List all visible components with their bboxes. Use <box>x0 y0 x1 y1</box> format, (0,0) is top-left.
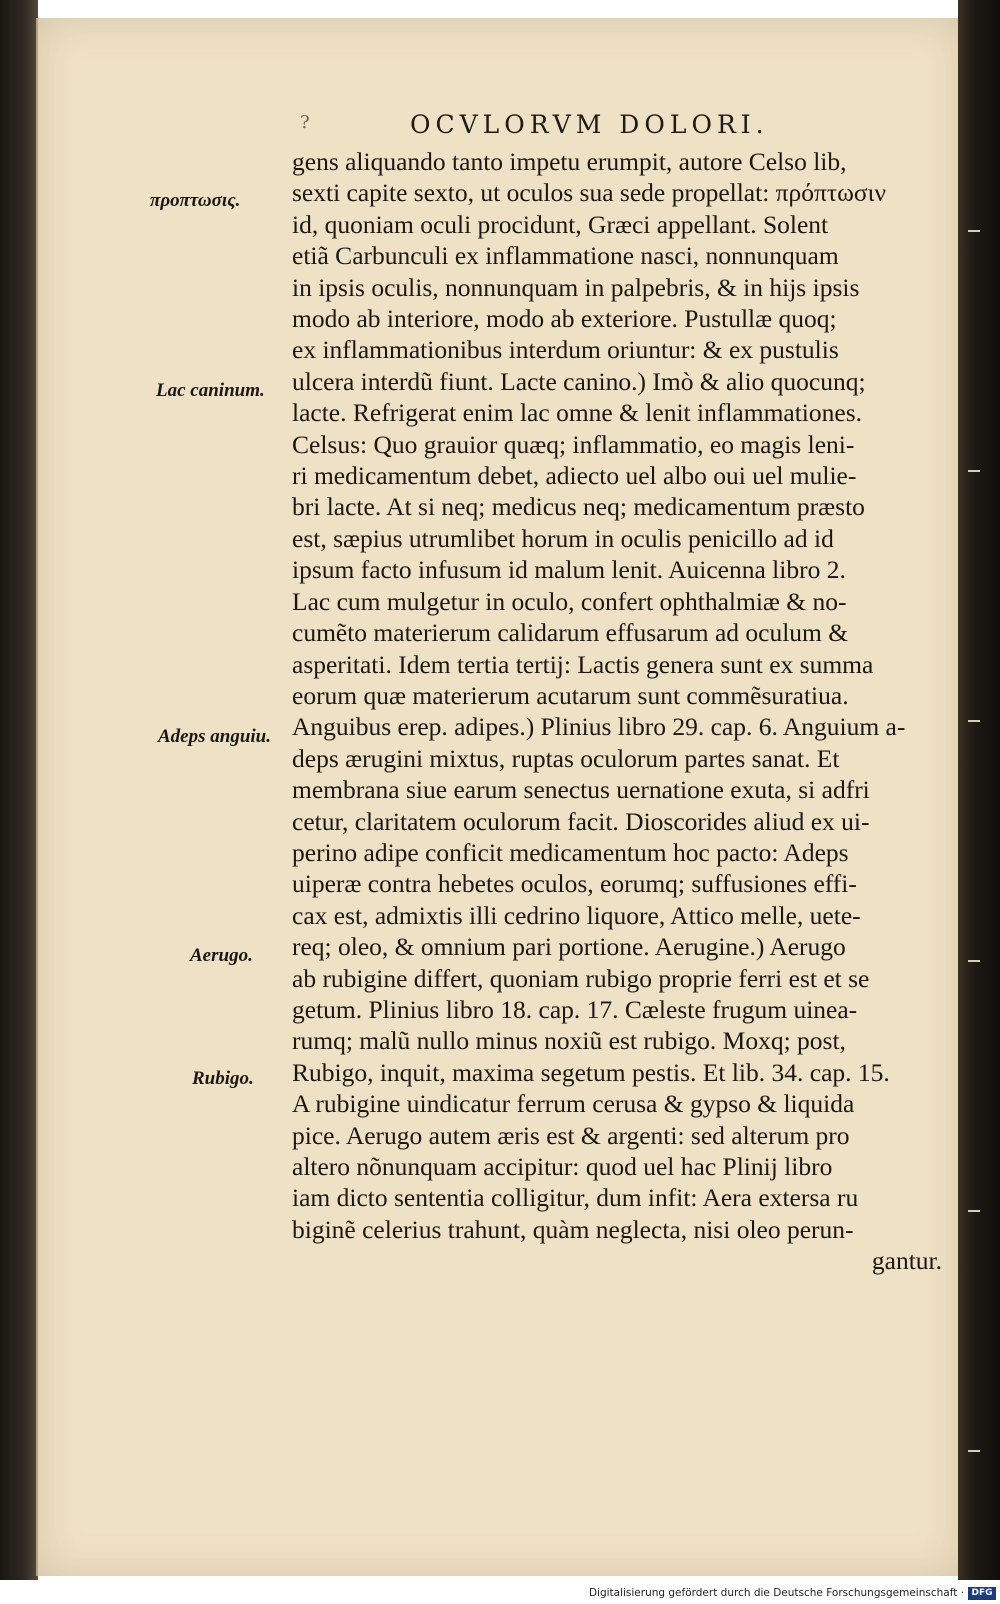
text-line: in ipsis oculis, nonnunquam in palpebris, & in hijs ipsis <box>292 272 860 302</box>
page-number: ? <box>300 112 310 133</box>
text-line: bri lacte. At si neq; medicus neq; medicamentum præsto <box>292 492 865 522</box>
margin-note-proptosis: προπτωσις. <box>150 190 241 211</box>
text-line: ab rubigine differt, quoniam rubigo proprie ferri est et se <box>292 963 870 993</box>
margin-note-adeps-anguium: Adeps anguiu. <box>158 726 271 747</box>
text-line-catchword: gantur. <box>871 1246 942 1276</box>
text-line: lacte. Refrigerat enim lac omne & lenit inflammationes. <box>292 398 863 428</box>
text-line: asperitati. Idem tertia tertij: Lactis genera sunt ex summa <box>292 649 874 679</box>
text-line: Celsus: Quo grauior quæq; inflammatio, eo magis leni- <box>292 429 855 459</box>
text-line: altero nõnunquam accipitur: quod uel hac Plinij libro <box>292 1152 833 1181</box>
text-line: eorum quæ materierum acutarum sunt commẽsuratiua. <box>292 680 849 710</box>
text-line: cumẽto materierum calidarum effusarum ad oculum & <box>292 618 849 648</box>
text-line: rumq; malũ nullo minus noxiũ est rubigo. Moxq; post, <box>292 1026 846 1056</box>
margin-note-lac-caninum: Lac caninum. <box>156 380 265 401</box>
page-edge-strip <box>958 0 1000 1580</box>
text-line: getum. Plinius libro 18. cap. 17. Cæleste frugum uinea- <box>292 994 858 1024</box>
text-line: modo ab interiore, modo ab exteriore. Pustullæ quoq; <box>292 304 837 334</box>
dfg-logo: DFG <box>968 1587 996 1600</box>
text-line: etiã Carbunculi ex inflammatione nasci, nonnunquam <box>292 241 839 271</box>
body-text <box>292 146 952 1277</box>
text-line: gens aliquando tanto impetu erumpit, autore Celso lib, <box>292 147 847 176</box>
text-line: id, quoniam oculi procidunt, Græci appellant. Solent <box>292 209 829 239</box>
text-line: Lac cum mulgetur in oculo, confert ophthalmiæ & no- <box>292 586 847 616</box>
text-line: est, sæpius utrumlibet horum in oculis penicillo ad id <box>292 523 834 553</box>
digitization-credit: Digitalisierung gefördert durch die Deutsche Forschungsgemeinschaft · <box>588 1587 964 1599</box>
text-line: A rubigine uindicatur ferrum cerusa & gypso & liquida <box>292 1089 855 1119</box>
margin-note-aerugo: Aerugo. <box>190 945 253 966</box>
text-line: pice. Aerugo autem æris est & argenti: sed alterum pro <box>292 1120 850 1150</box>
text-line: Rubigo, inquit, maxima segetum pestis. Et lib. 34. cap. 15. <box>292 1057 890 1087</box>
text-line: deps ærugini mixtus, ruptas oculorum partes sanat. Et <box>292 743 840 773</box>
text-line: iam dicto sententia colligitur, dum infit: Aera extersa ru <box>292 1183 859 1213</box>
text-line: cax est, admixtis illi cedrino liquore, Attico melle, uete- <box>292 900 861 930</box>
margin-note-rubigo: Rubigo. <box>192 1068 254 1089</box>
text-line: sexti capite sexto, ut oculos sua sede propellat: πρόπτωσιν <box>292 178 887 208</box>
text-line: biginẽ celerius trahunt, quàm neglecta, nisi oleo perun- <box>292 1214 854 1244</box>
text-line: ri medicamentum debet, adiecto uel albo oui uel mulie- <box>292 461 857 491</box>
text-line: perino adipe conficit medicamentum hoc pacto: Adeps <box>292 837 849 867</box>
text-line: ipsum facto infusum id malum lenit. Auicenna libro 2. <box>292 555 846 585</box>
running-head: OCVLORVM DOLORI. <box>410 110 769 139</box>
text-line: req; oleo, & omnium pari portione. Aerugine.) Aerugo <box>292 932 846 962</box>
text-line: membrana siue earum senectus uernatione exuta, si adfri <box>292 775 870 805</box>
book-binding-shadow <box>0 0 38 1580</box>
text-line: ex inflammationibus interdum oriuntur: & ex pustulis <box>292 335 839 365</box>
text-line: uiperæ contra hebetes oculos, eorumq; suffusiones effi- <box>292 869 857 899</box>
text-line: cetur, claritatem oculorum facit. Dioscorides aliud ex ui- <box>292 806 870 836</box>
text-line: ulcera interdũ fiunt. Lacte canino.) Imò & alio quocunq; <box>292 366 866 396</box>
text-line: Anguibus erep. adipes.) Plinius libro 29. cap. 6. Anguium a- <box>292 712 906 742</box>
